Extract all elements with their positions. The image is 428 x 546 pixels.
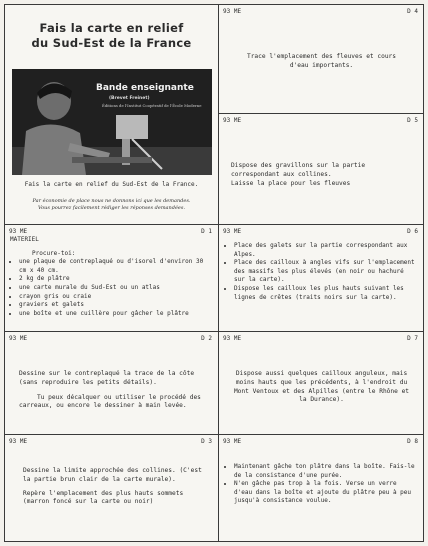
- card-code: 93 ME: [223, 228, 242, 235]
- card-code: 93 ME: [9, 438, 28, 445]
- instruction-list: [225, 463, 418, 506]
- cover-title: [5, 21, 218, 51]
- list-item: • une boîte et une cuillère pour gâcher le plâtre: [19, 310, 212, 319]
- card-header: [9, 335, 212, 342]
- card-header: [223, 335, 418, 342]
- cover-title-line1: Fais la carte en relief: [39, 21, 184, 35]
- cover-title-line2: du Sud-Est de la France: [31, 36, 192, 50]
- band-title: Bande enseignante: [96, 83, 194, 93]
- card-code: 93 ME: [223, 8, 242, 15]
- list-item: • Maintenant gâche ton plâtre dans la boîte. Fais-le de la consistance d'une purée.: [234, 463, 418, 480]
- card-code: 93 ME: [223, 117, 242, 124]
- card-d3: [5, 435, 218, 543]
- card-text: Dispose aussi quelques cailloux anguleux, mais moins hauts que les précédents, à l'endroit du Mont Ventoux et des Alpilles (entre le Rhône et la Durance).: [233, 370, 410, 404]
- card-content: [19, 370, 204, 411]
- material-intro: Procure-toi:: [32, 249, 76, 257]
- cover-note-line1: Par économie de place nous ne donnons ici que les demandes.: [32, 198, 191, 204]
- list-item: • Place des galets sur la partie correspondant aux Alpes.: [234, 242, 418, 259]
- card-text-line2: Laisse la place pour les fleuves: [231, 179, 351, 187]
- card-code: 93 ME: [9, 335, 28, 342]
- card-d8: [219, 435, 424, 543]
- list-item: • 2 kg de plâtre: [19, 275, 212, 284]
- cover-caption: Fais la carte en relief du Sud-Est de la France.: [24, 181, 199, 188]
- card-header: [223, 117, 418, 124]
- list-item: • N'en gâche pas trop à la fois. Verse un verre d'eau dans la boîte et ajoute du plâtre peu à peu jusqu'à consistance voulue.: [234, 480, 418, 506]
- cover-note: [11, 198, 212, 212]
- card-header: [223, 8, 418, 15]
- card-d5: [219, 114, 424, 224]
- list-item: • crayon gris ou craie: [19, 293, 212, 302]
- worksheet: [4, 4, 424, 542]
- band-edition: Éditions de l'Institut Coopératif de l'École Moderne: [102, 103, 202, 108]
- card-header: [223, 228, 418, 235]
- card-number: D 8: [407, 438, 418, 445]
- card-text-line2: Tu peux décalquer ou utiliser le procédé des carreaux, ou encore le dessiner à main levée.: [19, 393, 201, 410]
- list-item: • une carte murale du Sud-Est ou un atlas: [19, 284, 212, 293]
- material-list: [10, 258, 212, 318]
- list-item: • Place des cailloux à angles vifs sur l'emplacement des massifs les plus élevés (en noir ou hachuré sur la carte).: [234, 259, 418, 285]
- card-text: Trace l'emplacement des fleuves et cours d'eau importants.: [246, 53, 396, 69]
- card-text-line1: Dispose des gravillons sur la partie correspondant aux collines.: [231, 162, 366, 178]
- card-header: [9, 438, 212, 445]
- card-text-line1: Dessine la limite approchée des collines. (C'est la partie brun clair de la carte murale).: [23, 467, 202, 483]
- card-number: D 3: [201, 438, 212, 445]
- instruction-list: [225, 242, 418, 302]
- card-code: 93 ME: [223, 335, 242, 342]
- card-content: [10, 236, 212, 318]
- band-subtitle: (Brevet Freinet): [109, 96, 150, 101]
- cover-card: [5, 5, 218, 224]
- list-item: • graviers et galets: [19, 301, 212, 310]
- card-text-line2: Repère l'emplacement des plus hauts sommets (marron foncé sur la carte ou noir): [23, 489, 184, 506]
- card-d2: [5, 332, 218, 434]
- card-header: [223, 438, 418, 445]
- card-content: [23, 467, 208, 507]
- material-heading: MATERIEL: [10, 236, 39, 243]
- card-header: [9, 228, 212, 235]
- card-d1: [5, 225, 218, 331]
- list-item: • Dispose les cailloux les plus hauts suivant les lignes de crêtes (traits noirs sur la carte).: [234, 285, 418, 302]
- card-content: [225, 463, 418, 506]
- card-number: D 5: [407, 117, 418, 124]
- card-number: D 7: [407, 335, 418, 342]
- card-number: D 6: [407, 228, 418, 235]
- cover-note-line2: Vous pourrez facilement rédiger les réponses demandées.: [37, 205, 186, 211]
- card-text-line1: Dessine sur le contreplaqué la trace de la côte (sans reproduire les petits détails).: [19, 370, 195, 386]
- card-number: D 2: [201, 335, 212, 342]
- card-number: D 4: [407, 8, 418, 15]
- card-code: 93 ME: [223, 438, 242, 445]
- card-d4: [219, 5, 424, 113]
- card-d6: [219, 225, 424, 331]
- card-number: D 1: [201, 228, 212, 235]
- cover-photo: [12, 69, 212, 175]
- card-d7: [219, 332, 424, 434]
- list-item: • une plaque de contreplaqué ou d'isorel d'environ 30 cm x 40 cm.: [19, 258, 212, 275]
- card-content: [225, 242, 418, 302]
- card-code: 93 ME: [9, 228, 28, 235]
- card-text: [231, 162, 410, 188]
